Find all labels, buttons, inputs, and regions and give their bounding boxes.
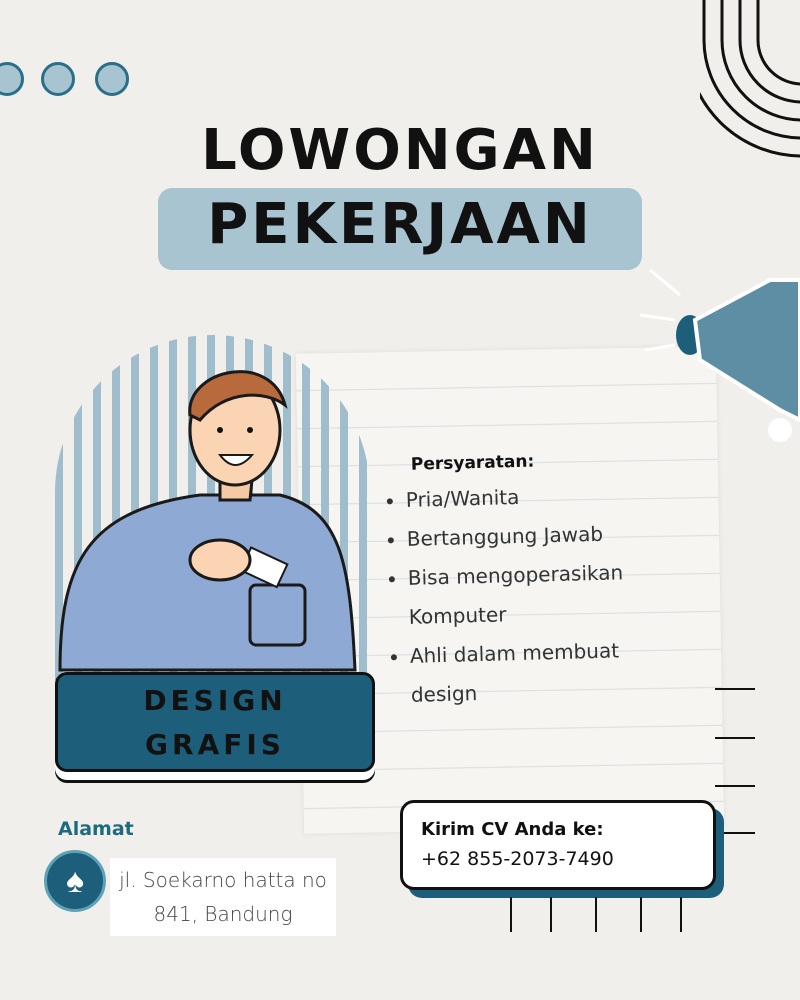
requirement-item: • Bisa mengoperasikan Komputer bbox=[407, 553, 649, 637]
decor-line bbox=[680, 897, 682, 932]
requirement-item: • Pria/Wanita bbox=[405, 475, 646, 520]
address-line1: jl. Soekarno hatta no bbox=[119, 868, 327, 892]
decor-line bbox=[640, 897, 642, 932]
spade-icon: ♠ bbox=[44, 850, 106, 912]
decor-line bbox=[715, 688, 755, 690]
decor-line bbox=[510, 897, 512, 932]
megaphone-icon bbox=[640, 260, 800, 450]
decor-dot bbox=[41, 62, 75, 96]
decor-line bbox=[595, 897, 597, 932]
decor-dot bbox=[0, 62, 24, 96]
requirement-item: • Ahli dalam membuat design bbox=[409, 631, 651, 715]
man-illustration bbox=[50, 360, 370, 680]
decor-line bbox=[715, 832, 755, 834]
address-line2: 841, Bandung bbox=[153, 902, 293, 926]
position-line1: DESIGN bbox=[143, 684, 287, 717]
requirements-heading: Persyaratan: bbox=[410, 451, 535, 475]
position-line2: GRAFIS bbox=[145, 728, 285, 761]
contact-label: Kirim CV Anda ke: bbox=[421, 819, 604, 840]
address-box bbox=[110, 858, 336, 936]
address-label: Alamat bbox=[58, 818, 134, 840]
title-line1: LOWONGAN bbox=[201, 118, 599, 183]
requirements-list bbox=[385, 449, 652, 716]
contact-phone[interactable]: +62 855-2073-7490 bbox=[421, 848, 614, 870]
decor-line bbox=[550, 897, 552, 932]
decor-line bbox=[715, 737, 755, 739]
contact-box bbox=[400, 800, 716, 890]
requirement-item: • Bertanggung Jawab bbox=[406, 514, 647, 559]
decor-line bbox=[715, 785, 755, 787]
position-badge bbox=[55, 672, 375, 772]
title-line2: PEKERJAAN bbox=[207, 192, 593, 257]
decor-dot bbox=[95, 62, 129, 96]
